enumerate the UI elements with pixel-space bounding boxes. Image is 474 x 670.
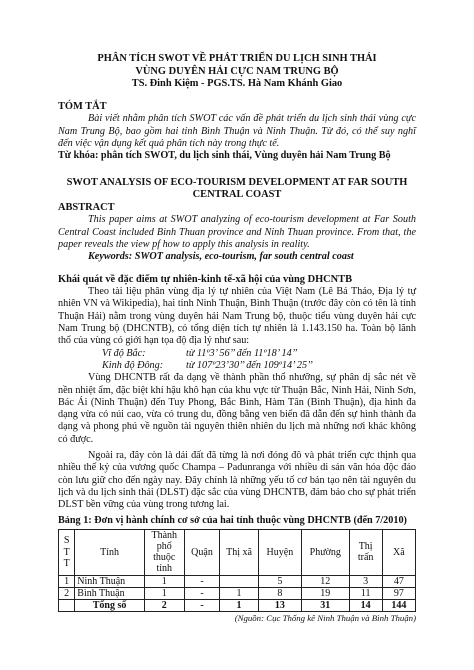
keywords-label: Từ khóa: bbox=[58, 150, 99, 162]
table-row bbox=[59, 587, 416, 599]
english-title bbox=[58, 177, 416, 202]
section-heading: Khái quát về đặc điểm tự nhiên-kinh tế-xã hội của vùng DHCNTB bbox=[58, 273, 353, 285]
table-source: (Nguồn: Cục Thống kê Ninh Thuận và Bình Thuận) bbox=[234, 613, 416, 624]
header-ward: Phường bbox=[302, 529, 349, 575]
table-header-row bbox=[59, 529, 416, 575]
section-para-2: Vùng DHCNTB rất đa dạng về thành phần thổ nhưỡng, sự phân dị sắc nét về nền nhiệt ẩm, đặc biệt khí hậu khô hạn của khu vực từ Thuận Bắc, Ninh Hải, Ninh Sơn, Bác Ái (Ninh Thuận) đến Tuy Phong, Bắc Bình, Hàm Tân (Bình Thuận), địa hình đa dạng vừa có núi cao, vừa có trung du, đồng bằng ven biển đã dẫn đến sự hình thành đa dạng và phong phú về nguồn tài nguyên thiên nhiên du lịch mà những nơi khác không có được. bbox=[58, 372, 416, 445]
tomtat-heading: TÓM TẮT bbox=[58, 100, 107, 112]
english-title-line: CENTRAL COAST bbox=[192, 189, 282, 201]
lon-value: từ 107º23’30’’ đến 109º14’ 25’’ bbox=[186, 359, 313, 371]
header-province: Tỉnh bbox=[75, 529, 145, 575]
table-cell: 31 bbox=[302, 599, 349, 611]
abstract-body: This paper aims at SWOT analyzing of eco-tourism development at Far South Central Coast included Binh Thuan province and Ninh Thuan province. From that, the paper reveals the view pf how to apply this analysis in reality. bbox=[58, 214, 416, 250]
keywords-text: phân tích SWOT, du lịch sinh thái, Vùng duyên hải Nam Trung Bộ bbox=[98, 150, 391, 162]
table-cell: - bbox=[184, 575, 220, 587]
table-caption: Bảng 1: Đơn vị hành chính cơ sở của hai tỉnh thuộc vùng DHCNTB (đến 7/2010) bbox=[58, 515, 407, 527]
header-stt: S T T bbox=[59, 529, 75, 575]
table-cell: 14 bbox=[349, 599, 382, 611]
authors: TS. Đinh Kiệm - PGS.TS. Hà Nam Khánh Giao bbox=[131, 78, 343, 90]
table-total-row bbox=[59, 599, 416, 611]
table-cell: 11 bbox=[349, 587, 382, 599]
coordinate-lat bbox=[58, 348, 416, 360]
title-line: VÙNG DUYÊN HẢI CỰC NAM TRUNG BỘ bbox=[135, 65, 339, 77]
header-township: Thị trấn bbox=[349, 529, 382, 575]
title-line: PHÂN TÍCH SWOT VỀ PHÁT TRIỂN DU LỊCH SINH THÁI bbox=[97, 53, 377, 64]
total-label: Tổng số bbox=[75, 599, 145, 611]
section-para-1: Theo tài liệu phân vùng địa lý tự nhiên của Việt Nam (Lê Bá Thảo, Địa lý tự nhiên VN và Wikipedia), hai tỉnh Ninh Thuận, Bình Thuận (trước đây còn có tên là tỉnh Thuận Hải) nằm trong vùng duyên hải Nam Trung bộ, thuộc tiểu vùng duyên hải cực Nam Trung bộ (DHCNTB), có tổng diện tích tự nhiên là 1.143.150 ha. Toàn bộ lãnh thổ của vùng có giới hạn tọa độ địa lý như sau: bbox=[58, 286, 416, 347]
lon-label: Kinh độ Đông: bbox=[102, 359, 164, 371]
english-title-line: SWOT ANALYSIS OF ECO-TOURISM DEVELOPMENT AT FAR SOUTH bbox=[66, 176, 408, 188]
abstract-keywords: Keywords: SWOT analysis, eco-tourism, far south central coast bbox=[88, 251, 354, 263]
tomtat-keywords bbox=[58, 150, 416, 162]
table-cell: Bình Thuận bbox=[75, 587, 145, 599]
table-cell: 2 bbox=[144, 599, 184, 611]
table-cell: 13 bbox=[258, 599, 301, 611]
table-cell: 1 bbox=[220, 599, 258, 611]
table-cell: 19 bbox=[302, 587, 349, 599]
table-cell: 144 bbox=[382, 599, 415, 611]
table-cell: - bbox=[184, 587, 220, 599]
header-city: Thành phố thuộc tỉnh bbox=[144, 529, 184, 575]
paper-title bbox=[58, 53, 416, 78]
table-cell: 8 bbox=[258, 587, 301, 599]
table-cell bbox=[220, 575, 258, 587]
admin-units-table bbox=[58, 529, 416, 612]
table-cell: 1 bbox=[59, 575, 75, 587]
table-cell: 5 bbox=[258, 575, 301, 587]
header-commune: Xã bbox=[382, 529, 415, 575]
table-cell: 1 bbox=[144, 575, 184, 587]
coordinate-lon bbox=[58, 360, 416, 372]
header-rural-district: Huyện bbox=[258, 529, 301, 575]
section-para-3: Ngoài ra, đây còn là dải đất đã từng là nơi đóng đô và phát triển cực thịnh qua nhiều thế kỷ của vương quốc Champa – Padunranga với nhiều di sản văn hóa độc đáo còn lưu giữ cho đến ngày nay. Đây chính là những yếu tố cơ bản tạo nên tài nguyên du lịch và du lịch sinh thái (DLST) đặc sắc của vùng DHCNTB, đảm bảo cho sự phát triển DLST bền vững của vùng trong tương lai. bbox=[58, 449, 416, 511]
table-cell: - bbox=[184, 599, 220, 611]
table-cell bbox=[59, 599, 75, 611]
table-cell: 47 bbox=[382, 575, 415, 587]
abstract-heading: ABSTRACT bbox=[58, 201, 115, 213]
lat-value: từ 11º3’ 56’’ đến 11º18’ 14’’ bbox=[186, 347, 298, 359]
table-cell: 97 bbox=[382, 587, 415, 599]
header-district: Quận bbox=[184, 529, 220, 575]
table-cell: 2 bbox=[59, 587, 75, 599]
table-cell: 1 bbox=[220, 587, 258, 599]
tomtat-body: Bài viết nhằm phân tích SWOT các vấn đề phát triển du lịch sinh thái vùng cực Nam Trung Bộ, bao gồm hai tỉnh Bình Thuận và Ninh Thuận. Từ đó, có thể suy nghĩ đến việc vận dụng kết quả phân tích này trong thực tế. bbox=[58, 113, 416, 149]
lat-label: Vĩ độ Bắc: bbox=[102, 347, 146, 359]
table-row bbox=[59, 575, 416, 587]
table-cell: 3 bbox=[349, 575, 382, 587]
table-cell: 1 bbox=[144, 587, 184, 599]
table-cell: 12 bbox=[302, 575, 349, 587]
header-town: Thị xã bbox=[220, 529, 258, 575]
table-cell: Ninh Thuận bbox=[75, 575, 145, 587]
